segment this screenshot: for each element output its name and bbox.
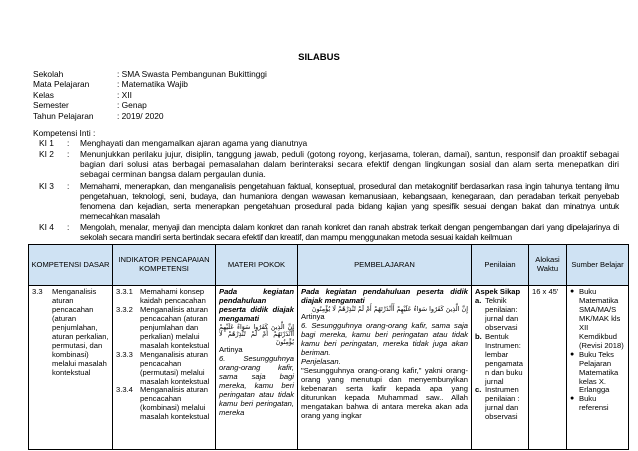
ki-colon: : — [67, 222, 70, 232]
sumber-item — [570, 351, 625, 396]
info-key: Kelas — [33, 89, 54, 100]
pembelajaran-text: 6. Sesungguhnya orang-orang kafir, sama saja bagi mereka, kamu beri peringatan atau tidak kamu beri peringatan, mereka tidak juga akan beriman. — [301, 321, 468, 358]
indikator-number: 3.3.4 — [116, 385, 133, 395]
header-kompetensi-dasar: KOMPETENSI DASAR — [29, 245, 113, 286]
indikator-item — [116, 386, 212, 422]
info-key: Semester — [33, 100, 69, 111]
kompetensi-inti-heading: Kompetensi Inti : — [33, 128, 96, 138]
ki-key: KI 3 — [39, 181, 54, 191]
indikator-text: Menganalisis aturan pencacahan (permutasi) melalui masalah kontekstual — [140, 349, 210, 386]
penilaian-item — [475, 386, 525, 422]
pembelajaran-artinya: Artinya — [301, 312, 325, 322]
penilaian-item — [475, 297, 525, 333]
pembelajaran-heading: Pada kegiatan pendahuluan peserta didik diajak mengamati — [301, 287, 468, 305]
ki-4 — [33, 222, 619, 242]
info-row-tahun-pelajaran — [33, 111, 267, 121]
ki-key: KI 4 — [39, 222, 54, 232]
ki-text: Menunjukkan perilaku jujur, disiplin, tanggung jawab, peduli (gotong royong, kerjasama, toleran, damai), santun, responsif dan proaktif sebagai bagian dari solusi atas berbagai pemasalahan dalam berinteraksi secara efektif dengan lingkungan sosial dan alam serta menepatkan diri sebagai cerminan bangsa dalam pergaulan dunia. — [80, 149, 619, 180]
info-row-sekolah — [33, 69, 267, 79]
header-penilaian: Penilaian — [472, 245, 529, 286]
header-materi-pokok: MATERI POKOK — [216, 245, 298, 286]
school-info — [33, 69, 267, 121]
info-row-semester — [33, 100, 267, 110]
info-value: : XII — [117, 89, 132, 100]
ki-colon: : — [67, 181, 70, 191]
indikator-item — [116, 288, 212, 306]
sumber-text: Buku Matematika SMA/MA/S MK/MAK kls XII Kemdikbud (Revisi 2018) — [579, 287, 624, 350]
materi-arabic-verse: إِنَّ الَّذِينَ كَفَرُوا سَوَاءٌ عَلَيْهِمْ أَأَنْذَرْتَهُمْ أَمْ لَمْ تُنْذِرْهُمْ لَا يُؤْمِنُونَ — [219, 322, 294, 346]
indikator-text: Menganalisis aturan pencacahan (kombinasi) melalui masalah kontekstual — [140, 385, 210, 422]
materi-text: 6. Sesungguhnya orang-orang kafir, sama saja bagi mereka, kamu beri peringatan atau tidak kamu beri peringatan, mereka — [219, 354, 294, 418]
penilaian-item — [475, 333, 525, 387]
pembelajaran-arabic-verse: إِنَّ الَّذِينَ كَفَرُوا سَوَاءٌ عَلَيْهِمْ أَأَنْذَرْتَهُمْ أَمْ لَمْ تُنْذِرْهُمْ لَا يُؤْمِنُونَ — [311, 304, 468, 313]
cell-kompetensi-dasar — [29, 286, 113, 450]
indikator-text: Menganalisis aturan pencacahan (aturan penjumlahan dan perkalian) melalui masalah kontekstual — [140, 304, 210, 350]
cell-indikator — [113, 286, 216, 450]
sumber-item — [570, 395, 625, 413]
ki-1 — [33, 138, 619, 148]
cell-materi-pokok — [216, 286, 298, 450]
cell-sumber-belajar — [567, 286, 629, 450]
penilaian-text: Teknik penilaian: jurnal dan observasi — [485, 295, 519, 332]
indikator-text: Memahami konsep kaidah pencacahan — [140, 287, 206, 305]
kd-number: 3.3 — [32, 287, 43, 296]
penilaian-text: Bentuk Instrumen: lembar pengamata n dan buku jurnal — [485, 331, 523, 386]
info-key: Mata Pelajaran — [33, 79, 90, 90]
header-sumber-belajar: Sumber Belajar — [567, 245, 629, 286]
cell-penilaian — [472, 286, 529, 450]
info-key: Sekolah — [33, 69, 64, 79]
page-title: SILABUS — [298, 52, 340, 63]
bullet-icon: ● — [570, 350, 575, 358]
kd-text: Menganalisis aturan pencacahan (aturan penjumlahan, aturan perkalian, permutasi, dan kombinasi) melalui masalah kontekstual — [52, 287, 109, 377]
penilaian-letter: c. — [475, 385, 482, 395]
indikator-number: 3.3.2 — [116, 304, 133, 314]
info-row-kelas — [33, 90, 267, 100]
penilaian-letter: a. — [475, 295, 482, 305]
table-row — [29, 286, 629, 450]
syllabus-table — [28, 244, 629, 450]
ki-3 — [33, 181, 619, 221]
info-row-mata-pelajaran — [33, 79, 267, 89]
indikator-number: 3.3.3 — [116, 349, 133, 359]
bullet-icon: ● — [570, 395, 575, 403]
info-value: : SMA Swasta Pembangunan Bukittinggi — [117, 69, 267, 79]
penilaian-heading: Aspek Sikap — [475, 287, 521, 296]
ki-key: KI 1 — [39, 138, 54, 148]
info-value: : Matematika Wajib — [117, 79, 188, 90]
penilaian-letter: b. — [475, 331, 482, 341]
ki-colon: : — [67, 138, 70, 148]
info-value: : Genap — [117, 100, 147, 111]
ki-key: KI 2 — [39, 149, 54, 159]
pembelajaran-penjelasan: "Sesungguhnya orang-orang kafir," yakni orang-orang yang menutupi dan menyembunyikan kebenaran serta kafir kepada apa yang diturunkan kepada Muhammad saw.. Allah mengatakan bahwa di antara mereka akan ada orang yang ingkar — [301, 366, 468, 420]
ki-text: Mengolah, menalar, menyaji dan mencipta dalam konkret dan ranah konkret dan ranah abstrak terkait dengan pengembangan dari yang dipelajarinya di sekolah secara mandiri serta bertindak secara efektif dan kreatif, dan mampu menggunakan metoda sesuai kaidah keilmuan — [80, 222, 619, 243]
ki-colon: : — [67, 149, 70, 159]
indikator-item — [116, 351, 212, 387]
materi-heading: Pada kegiatan pendahuluan peserta didik diajak mengamati — [219, 287, 294, 323]
table-header-row — [29, 245, 629, 286]
ki-text: Memahami, menerapkan, dan menganalisis pengetahuan faktual, konseptual, prosedural dan metakognitif berdasarkan rasa ingin tahunya tentang ilmu pengetahuan, teknologi, seni, budaya, dan humaniora dengan wawasan kemanusiaan, kebangsaan, kenegaraan, dan peradaban terkait penyebab fenomena dan kejadian, serta menerapkan pengetahuan prosedural pada bidang kajian yang spesifik sesuai dengan bakat dan minatnya untuk memecahkan masalah — [80, 181, 619, 222]
cell-alokasi-waktu — [529, 286, 567, 450]
ki-text: Menghayati dan mengamalkan ajaran agama yang dianutnya — [80, 138, 308, 148]
bullet-icon: ● — [570, 288, 575, 295]
header-pembelajaran: PEMBELAJARAN — [298, 245, 472, 286]
ki-2 — [33, 149, 619, 179]
materi-artinya: Artinya — [219, 345, 243, 355]
header-indikator: INDIKATOR PENCAPAIAN KOMPETENSI — [113, 245, 216, 286]
info-value: : 2019/ 2020 — [117, 110, 164, 121]
indikator-number: 3.3.1 — [116, 287, 133, 296]
sumber-text: Buku Teks Pelajaran Matematika kelas X. Erlangga — [579, 349, 619, 395]
info-key: Tahun Pelajaran — [33, 110, 94, 121]
alokasi-value: 16 x 45' — [532, 287, 559, 296]
sumber-item — [570, 288, 625, 351]
sumber-text: Buku referensi — [579, 394, 609, 413]
pembelajaran-penjelasan-label: Penjelasan. — [301, 357, 341, 367]
cell-pembelajaran — [298, 286, 472, 450]
indikator-item — [116, 306, 212, 351]
header-alokasi-waktu: Alokasi Waktu — [529, 245, 567, 286]
penilaian-text: Instrumen penilaian : jurnal dan observasi — [485, 385, 520, 422]
